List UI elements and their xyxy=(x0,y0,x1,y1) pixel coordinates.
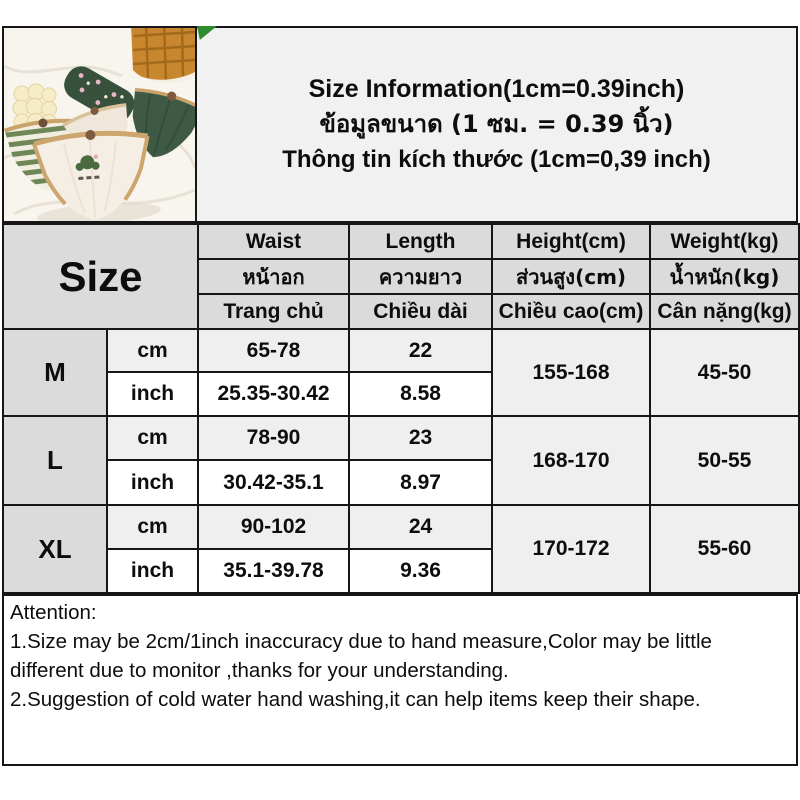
attention-note-2: 2.Suggestion of cold water hand washing,it can help items keep their shape. xyxy=(10,688,701,711)
header-waist-th: หน้าอก xyxy=(198,259,349,294)
header-length-vi: Chiều dài xyxy=(349,294,492,329)
header-waist-en: Waist xyxy=(198,224,349,259)
size-table xyxy=(2,223,800,594)
l-height: 168-170 xyxy=(492,416,650,505)
title-english: Size Information(1cm=0.39inch) xyxy=(308,75,685,103)
attention-title: Attention: xyxy=(10,601,97,624)
xl-height: 170-172 xyxy=(492,505,650,593)
xl-weight: 55-60 xyxy=(650,505,799,593)
header-height-vi: Chiều cao(cm) xyxy=(492,294,650,329)
header-weight-en: Weight(kg) xyxy=(650,224,799,259)
xl-length-inch: 9.36 xyxy=(349,549,492,593)
row-label-l: L xyxy=(3,416,107,505)
row-label-xl: XL xyxy=(3,505,107,593)
m-waist-inch: 25.35-30.42 xyxy=(198,372,349,416)
unit-inch: inch xyxy=(107,460,198,505)
row-m-cm xyxy=(3,329,799,372)
xl-length-cm: 24 xyxy=(349,505,492,549)
unit-cm: cm xyxy=(107,416,198,460)
l-length-inch: 8.97 xyxy=(349,460,492,505)
attention-box xyxy=(2,594,798,766)
m-weight: 45-50 xyxy=(650,329,799,416)
l-length-cm: 23 xyxy=(349,416,492,460)
row-xl-cm xyxy=(3,505,799,549)
unit-inch: inch xyxy=(107,372,198,416)
row-label-m: M xyxy=(3,329,107,416)
header-height-en: Height(cm) xyxy=(492,224,650,259)
l-waist-inch: 30.42-35.1 xyxy=(198,460,349,505)
row-l-cm xyxy=(3,416,799,460)
header-height-th: ส่วนสูง(cm) xyxy=(492,259,650,294)
m-height: 155-168 xyxy=(492,329,650,416)
unit-inch: inch xyxy=(107,549,198,593)
unit-cm: cm xyxy=(107,505,198,549)
product-photo-illustration xyxy=(4,28,195,221)
size-chart-infographic xyxy=(2,26,798,766)
header-waist-vi: Trang chủ xyxy=(198,294,349,329)
xl-waist-inch: 35.1-39.78 xyxy=(198,549,349,593)
product-photo xyxy=(2,26,197,223)
header-weight-th: น้ำหนัก(kg) xyxy=(650,259,799,294)
l-weight: 50-55 xyxy=(650,416,799,505)
m-length-inch: 8.58 xyxy=(349,372,492,416)
m-length-cm: 22 xyxy=(349,329,492,372)
xl-waist-cm: 90-102 xyxy=(198,505,349,549)
size-corner-cell: Size xyxy=(3,224,198,329)
header-row xyxy=(2,26,798,223)
m-waist-cm: 65-78 xyxy=(198,329,349,372)
l-waist-cm: 78-90 xyxy=(198,416,349,460)
title-box xyxy=(197,26,798,223)
unit-cm: cm xyxy=(107,329,198,372)
header-length-en: Length xyxy=(349,224,492,259)
title-thai: ข้อมูลขนาด (1 ซม. = 0.39 นิ้ว) xyxy=(319,110,674,138)
header-row-en xyxy=(3,224,799,259)
title-vietnamese: Thông tin kích thước (1cm=0,39 inch) xyxy=(282,146,711,173)
header-length-th: ความยาว xyxy=(349,259,492,294)
green-corner-icon xyxy=(197,26,217,40)
attention-note-1: 1.Size may be 2cm/1inch inaccuracy due to hand measure,Color may be little different due to monitor ,thanks for your understanding. xyxy=(10,630,712,682)
header-weight-vi: Cân nặng(kg) xyxy=(650,294,799,329)
